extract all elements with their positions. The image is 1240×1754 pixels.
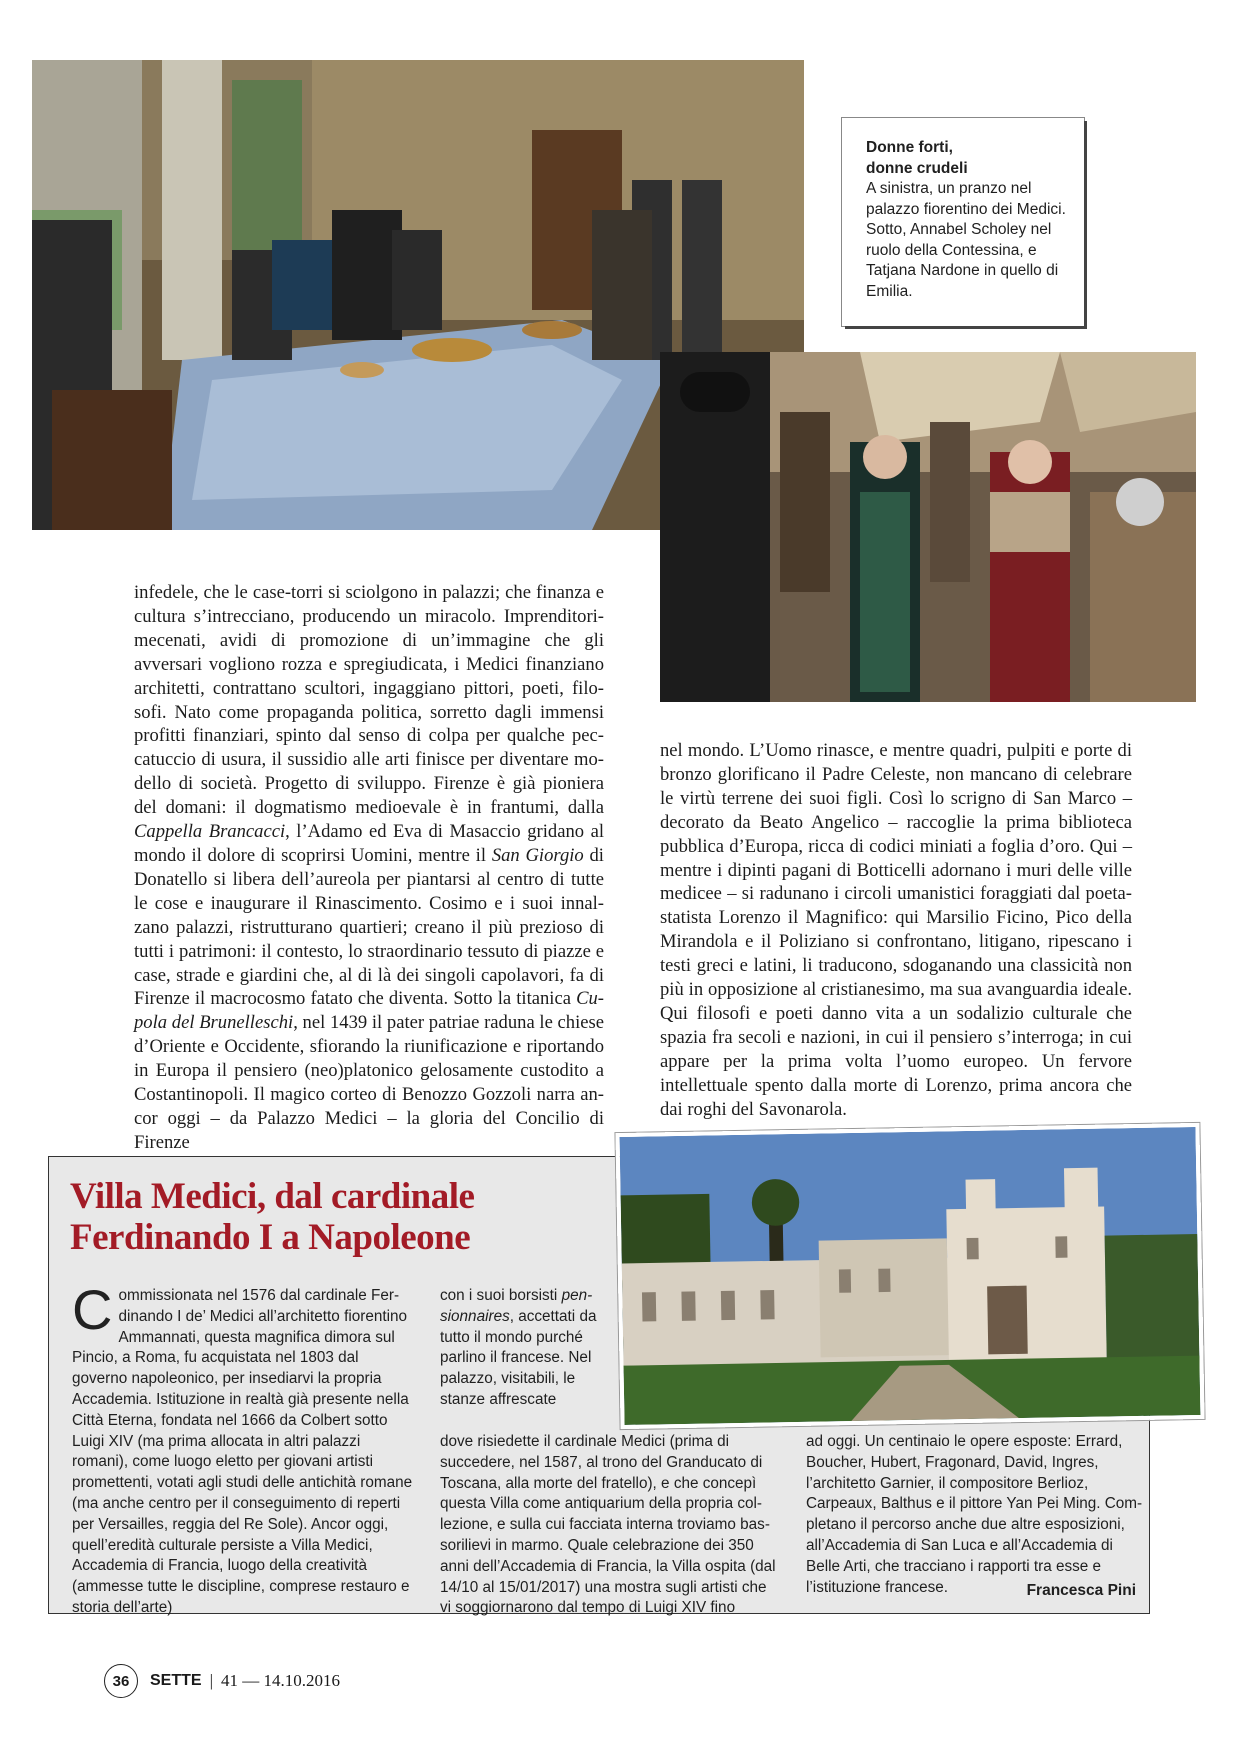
photo-caption [842,118,1084,326]
page-footer [104,1664,340,1698]
issue-info: 41 — 14.10.2016 [220,1671,340,1690]
article-left-text-1: infedele, che le case-torri si sciolgono in palazzi; che finanza e cultura s’intrecciano, producendo un miracolo. Imprenditori-mecenati, avidi di promozione di un’immagine che gli avversari vogliono rozza e spregiudicata, i Medici finanziano architetti, contrattano scultori, ingaggiano pittori, poeti, filosofi. Nato come propaganda politica, sorretto dagli immensi profitti finanziari, spinto dal senso di colpa per qualche peccatuccio di usura, il sussidio alle arti finisce per diventare modello di società. Progetto di sviluppo. Firenze è già pioniera del domani: il dogmatismo medioevale è in frantumi, dalla [134,582,604,819]
sidebar-dropcap: C [72,1278,113,1341]
footer-separator: | [209,1671,213,1690]
sidebar-col2-text-c: dove risiedette il cardinale Medici (prima di succedere, nel 1587, al trono del Granducato di Toscana, alla morte del fratello), e che concepì questa Villa come antiquarium della propria collezione, e sulla cui facciata interna troviamo bassorilievi in marmo. Quale celebrazione dei 350 anni dell’Accademia di Francia, la Villa ospita (dal 14/10 al 15/01/2017) una mostra sugli artisti che vi soggiornarono dal tempo di Luigi XIV fino [440,1433,776,1617]
sidebar-col1-text: ommissionata nel 1576 dal cardinale Ferdinando I de’ Medici all’architetto fiorentino Ammannati, questa magnifica dimora sul Pincio, a Roma, fu acquistata nel 1803 dal governo napoleonico, per insediarvi la propria Accademia. Istituzione in realtà già presente nella Città Eterna, fondata nel 1666 da Colbert sotto Luigi XIV (ma prima allocata in altri palazzi romani), come luogo eletto per giovani artisti promettenti, votati agli studi delle antichità romane (ma anche centro per il conseguimento di reperti per Versailles, reggia del Re Sole). Ancor oggi, quell’eredità culturale persiste a Villa Medici, Accademia di Francia, luogo della creatività (ammesse tutte le discipline, comprese restauro e storia dell’arte) [72,1287,413,1616]
article-italic-cappella: Cappella Brancacci [134,821,286,843]
photo-villa-medici [615,1123,1204,1429]
article-right-text: nel mondo. L’Uomo rinasce, e mentre quadri, pulpiti e porte di bronzo glorificano il Padre Celeste, non mancano di celebrare le virtù terrene dei suoi figli. Così lo scrigno di San Marco – decorato da Beato Angelico – raccoglie la prima biblioteca pubblica d’Europa, ricca di codici miniati a foglia d’oro. Qui – mentre i dipinti pagani di Botticelli adornano i muri delle ville medicee – si radunano i circoli umanistici foraggiati dal poeta-statista Lorenzo il Magnifico: qui Marsilio Ficino, Pico della Mirandola e il Poliziano si confrontano, litigano, ripescano i testi greci e latini, li traducono, sdoganando una classicità non più in opposizione al cristianesimo, ma sua avanguardia ideale. Qui filosofi e poeti danno vita a un sodalizio culturale che spazia fra secoli e nazioni, in cui il pensiero s’interroga; in cui appare per la prima volta l’uomo europeo. Un fervore intellettuale spento dalla morte di Lorenzo, prima ancora che dai roghi del Savonarola. [660,740,1132,1120]
article-left-text-2: , l’Adamo ed Eva di Masaccio gridano al mondo il dolore di scoprirsi Uomini, mentre il [134,821,604,866]
sidebar-column-2-bottom [440,1432,778,1619]
photo-street-scene [660,352,1196,702]
magazine-name: SETTE [150,1672,202,1689]
sidebar-column-2-top [440,1286,608,1411]
article-left-text-3: di Donatello si libera dell’aureola per piantarsi al centro di tutte le cose e inaugurare il Rinascimento. Cosimo e i suoi innalzano palazzi, ristrutturano quartieri; creano il più prezioso di tutti i patrimoni: il contesto, lo straordinario tessuto di piazze e case, strade e giardini che, al di là dei singoli capolavori, fa di Firenze il macrocosmo fatato che diventa. Sotto la titanica [134,844,604,1010]
caption-title-line1: Donne forti, [866,139,953,156]
sidebar-column-1 [72,1278,414,1619]
article-author: Francesca Pini [1026,1582,1136,1599]
article-column-left [134,581,604,1155]
article-left-text-4: , nel 1439 il pater patriae raduna le chiese d’Oriente e Occidente, sfiorando la riunificazione e riportando in Europa il pensiero (neo)platonico gelosamente custodito a Costantinopoli. Il magico corteo di Benozzo Gozzoli narra ancor oggi – da Palazzo Medici – la gloria del Concilio di Firenze [134,1012,604,1153]
sidebar-col2-text-a: con i suoi borsisti [440,1287,562,1304]
caption-text: A sinistra, un pranzo nel palazzo fiorentino dei Medici. Sotto, Annabel Scholey nel ruolo della Contessina, e Tatjana Nardone in quello di Emilia. [866,180,1066,300]
sidebar-title: Villa Medici, dal cardinale Ferdinando I a Napoleone [70,1176,475,1258]
article-italic-cupola: Cupola del Brunelleschi [134,988,604,1034]
article-column-right [660,739,1132,1122]
caption-title-line2: donne crudeli [866,159,968,177]
sidebar-italic-pensionnaires: pensionnaires [440,1287,593,1325]
sidebar-col2-text-b: , accettati da tutto il mondo purché parlino il francese. Nel palazzo, visitabili, le stanze affrescate [440,1307,597,1408]
page-number: 36 [104,1664,138,1698]
article-italic-san-giorgio: San Giorgio [491,844,584,866]
sidebar-col3-text: ad oggi. Un centinaio le opere esposte: Errard, Boucher, Hubert, Fragonard, David, Ingres, l’architetto Garnier, il compositore Berlioz, Carpeaux, Balthus e il pittore Yan Pei Ming. Completano il percorso anche due altre esposizioni, all’Accademia di San Luca e all’Accademia di Belle Arti, che tracciano i rapporti tra esse e l’istituzione francese. [806,1433,1143,1596]
sidebar-column-3 [806,1432,1150,1598]
